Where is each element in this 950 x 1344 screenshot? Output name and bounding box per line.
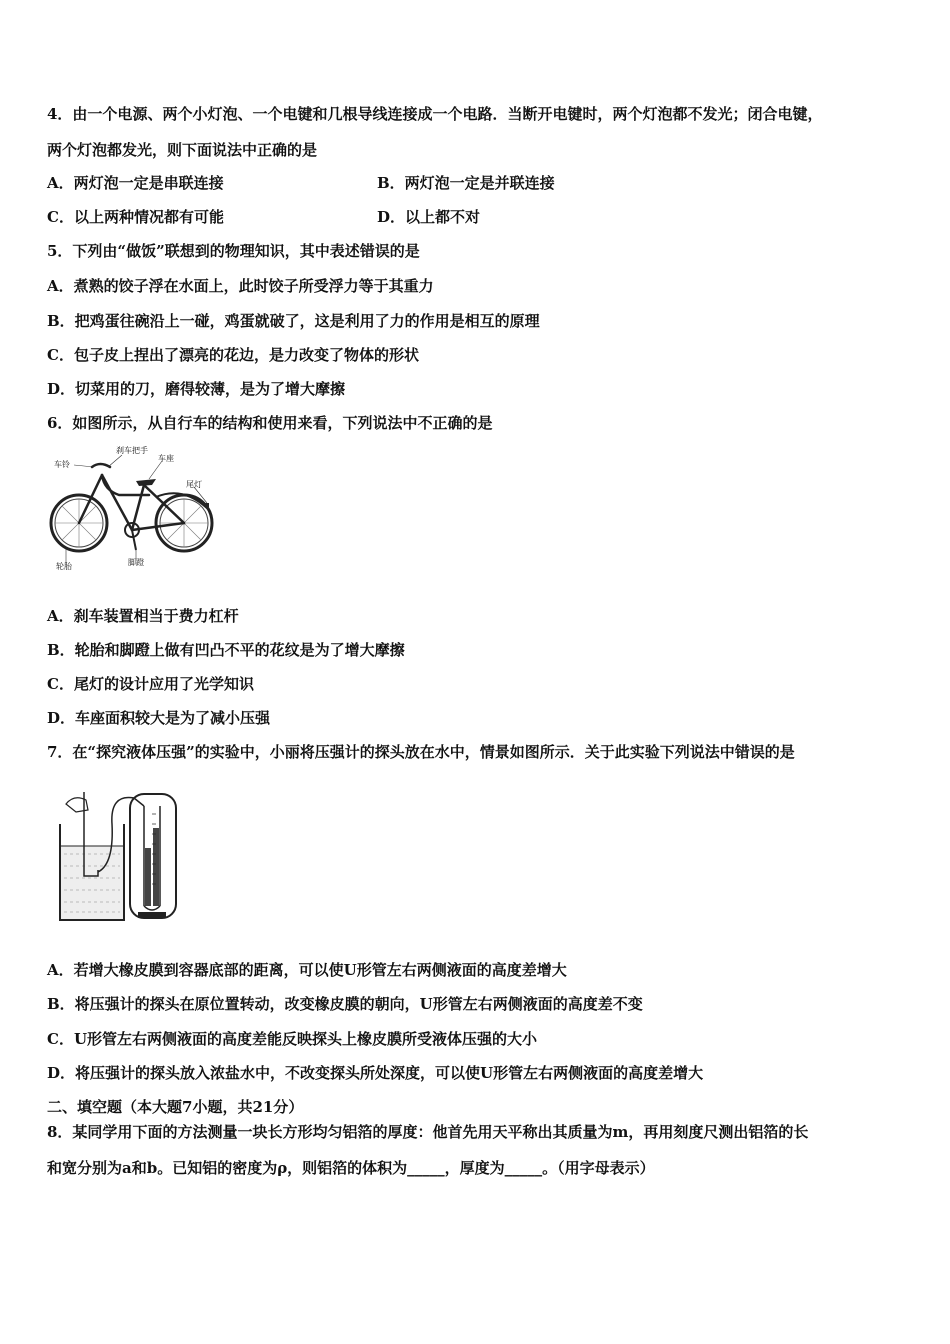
q5-option-b: B．把鸡蛋往碗沿上一碰，鸡蛋就破了，这是利用了力的作用是相互的原理 [47, 312, 540, 330]
bike-label-tire: 轮胎 [56, 562, 72, 571]
q4-stem-line2: 两个灯泡都发光，则下面说法中正确的是 [47, 141, 318, 159]
bike-label-pedal: 脚蹬 [128, 558, 144, 567]
q4-option-c: C．以上两种情况都有可能 [47, 208, 224, 226]
bike-label-handlebar: 车铃 [54, 460, 70, 469]
q5-option-d: D．切菜用的刀，磨得较薄，是为了增大摩擦 [47, 380, 346, 398]
q5-stem: 5．下列由“做饭”联想到的物理知识，其中表述错误的是 [47, 242, 420, 260]
q4-option-b: B．两灯泡一定是并联连接 [377, 174, 555, 192]
q7-stem: 7．在“探究液体压强”的实验中，小丽将压强计的探头放在水中，情景如图所示．关于此实验下列说法中错误的是 [47, 743, 795, 761]
q6-option-c: C．尾灯的设计应用了光学知识 [47, 675, 254, 693]
q7-option-d: D．将压强计的探头放入浓盐水中，不改变探头所处深度，可以使U形管左右两侧液面的高度差增大 [47, 1064, 704, 1082]
q6-option-b: B．轮胎和脚蹬上做有凹凸不平的花纹是为了增大摩擦 [47, 641, 405, 659]
q8-stem-line1: 8．某同学用下面的方法测量一块长方形均匀铝箔的厚度：他首先用天平称出其质量为m，再用刻度尺测出铝箔的长 [47, 1123, 809, 1141]
pressure-gauge-figure [52, 784, 182, 924]
bike-label-taillight: 尾灯 [186, 480, 202, 489]
q5-option-a: A．煮熟的饺子浮在水面上，此时饺子所受浮力等于其重力 [47, 277, 434, 295]
q8-stem-line2: 和宽分别为a和b。已知铝的密度为ρ，则铝箔的体积为_____，厚度为_____。（用字母表示） [47, 1159, 655, 1177]
q4-stem-line1: 4．由一个电源、两个小灯泡、一个电键和几根导线连接成一个电路．当断开电键时，两个灯泡都不发光；闭合电键， [47, 105, 823, 123]
q7-option-b: B．将压强计的探头在原位置转动，改变橡皮膜的朝向，U形管左右两侧液面的高度差不变 [47, 995, 643, 1013]
bicycle-figure [44, 445, 214, 575]
bike-label-brake: 刹车把手 [116, 446, 148, 455]
q6-option-d: D．车座面积较大是为了减小压强 [47, 709, 271, 727]
section2-title: 二、填空题（本大题7小题，共21分） [47, 1098, 304, 1116]
bike-label-seat: 车座 [158, 454, 174, 463]
q6-option-a: A．刹车装置相当于费力杠杆 [47, 607, 239, 625]
q7-option-a: A．若增大橡皮膜到容器底部的距离，可以使U形管左右两侧液面的高度差增大 [47, 961, 567, 979]
q6-stem: 6．如图所示，从自行车的结构和使用来看，下列说法中不正确的是 [47, 414, 493, 432]
q4-option-d: D．以上都不对 [377, 208, 481, 226]
q7-option-c: C．U形管左右两侧液面的高度差能反映探头上橡皮膜所受液体压强的大小 [47, 1030, 538, 1048]
q5-option-c: C．包子皮上捏出了漂亮的花边，是力改变了物体的形状 [47, 346, 419, 364]
q4-option-a: A．两灯泡一定是串联连接 [47, 174, 224, 192]
